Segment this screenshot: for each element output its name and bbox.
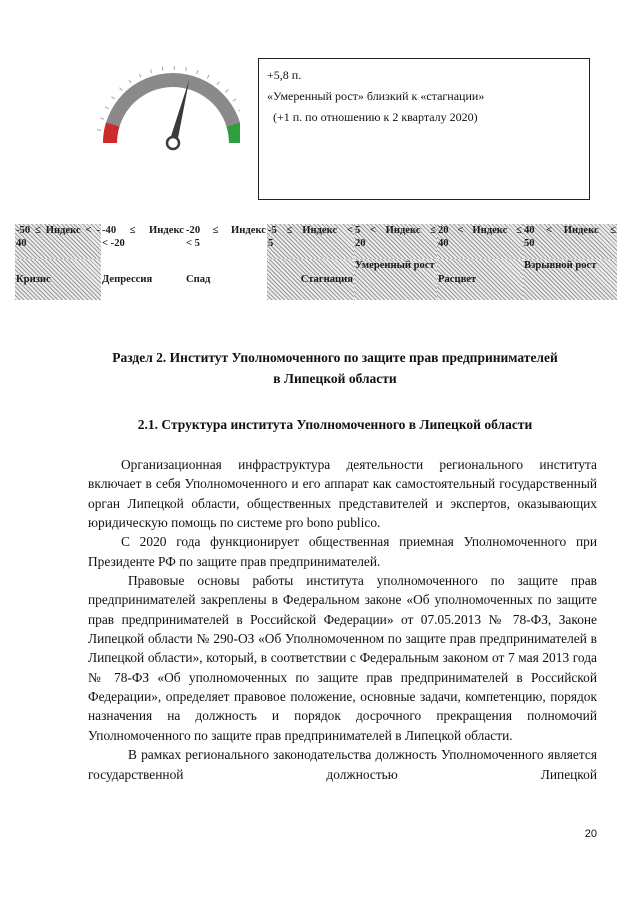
index-status: «Умеренный рост» близкий к «стагнации» [267, 89, 485, 103]
section-title-line: в Липецкой области [273, 371, 397, 386]
scale-range-cell: -20 ≤ Индекс < 5 [186, 225, 266, 249]
scale-range-cell: -50 ≤ Индекс < - 40 [15, 224, 101, 259]
index-value: +5,8 п. [267, 68, 302, 82]
gauge-tick [217, 82, 219, 85]
gauge-tick [226, 90, 229, 93]
paragraph: Правовые основы работы института уполномоченного по защите прав предпринимателей закреплены в Федеральном законе «Об уполномоченных по защите прав предпринимателей в Российской Федерации» от 07.05.2013 № 78-ФЗ, Законе Липецкой области № 290-ОЗ «Об Уполномоченном по защите прав предпринимателей в Липецкой области», который, в соответствии с Федеральным законом от 7 мая 2013 года № 78-ФЗ «Об уполномоченных по защите прав предпринимателей в Российской Федерации», определяет правовое положение, основные задачи, компетенцию, порядок назначения на должность и порядок досрочного прекращения полномочий Уполномоченного по защите прав предпринимателей в Липецкой области. [88, 573, 597, 743]
scale-label-cell: Спад [186, 273, 211, 285]
gauge-tick [97, 130, 101, 131]
scale-label-cell: Кризис [15, 259, 101, 300]
gauge-tick [197, 70, 198, 74]
scale-range-cell: 20 < Индекс ≤ 40 [437, 224, 523, 259]
gauge-arc [103, 73, 240, 143]
gauge-tick [112, 97, 115, 99]
scale-label-cell: Стагнация [267, 259, 354, 300]
gauge-tick [105, 107, 109, 109]
gauge-hub [167, 137, 179, 149]
scale-label-cell: Умеренный рост [354, 259, 437, 300]
scale-range-cell: 5 < Индекс ≤ 20 [354, 224, 437, 259]
paragraph: С 2020 года функционирует общественная приемная Уполномоченного при Президенте РФ по защите прав предпринимателей. [88, 534, 597, 569]
gauge-tick [186, 67, 187, 71]
scale-label-cell: Взрывной рост [523, 259, 617, 300]
gauge-tick [120, 88, 123, 91]
paragraph: В рамках регионального законодательства должность Уполномоченного является государственной должностью Липецкой [88, 747, 597, 782]
gauge-tick [150, 69, 151, 73]
scale-range-cell: 40 < Индекс ≤ 50 [523, 224, 617, 259]
scale-label-cell: Расцвет [437, 259, 523, 300]
page-number: 20 [584, 828, 597, 840]
index-gauge [95, 55, 240, 165]
scale-range-cell: -5 ≤ Индекс < 5 [267, 224, 354, 259]
gauge-tick [207, 75, 209, 79]
gauge-tick [233, 99, 236, 101]
gauge-tick [129, 80, 131, 83]
gauge-tick [239, 109, 240, 111]
gauge-tick [100, 118, 104, 119]
index-change-note: (+1 п. по отношению к 2 кварталу 2020) [273, 110, 478, 124]
body-text [88, 455, 597, 784]
section-title-line: Раздел 2. Институт Уполномоченного по защите прав предпринимателей [112, 350, 558, 365]
index-scale-table [15, 224, 617, 300]
gauge-needle [169, 79, 189, 144]
gauge-tick [162, 67, 163, 71]
gauge-tick [139, 74, 141, 78]
index-info-box [258, 58, 590, 200]
scale-range-cell: -40 ≤ Индекс < -20 [102, 225, 184, 249]
section-title [80, 347, 590, 389]
scale-label-cell: Депрессия [102, 273, 153, 285]
paragraph: Организационная инфраструктура деятельности регионального института включает в себя Уполномоченного и его аппарат как самостоятельный государственный орган Липецкой области, общественных представителей и экспертов, оказывающих юридическую помощь по системе pro bono publico. [88, 457, 597, 531]
subsection-title: 2.1. Структура института Уполномоченного в Липецкой области [137, 417, 533, 432]
